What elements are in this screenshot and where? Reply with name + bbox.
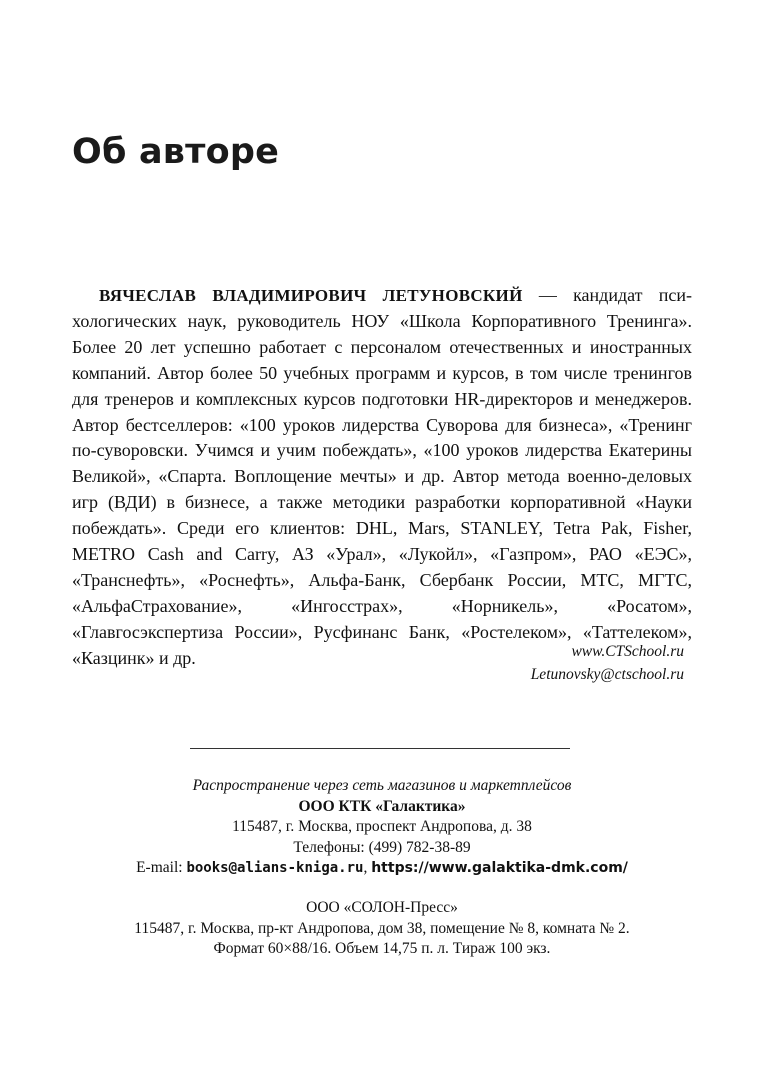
print-info: Формат 60×88/16. Объем 14,75 п. л. Тираж 100 экз. (213, 940, 551, 957)
distributor-address: 115487, г. Москва, проспект Андропова, д. 38 (232, 818, 532, 835)
author-contacts (531, 640, 684, 686)
author-website: www.CTSchool.ru (571, 643, 684, 660)
author-email: Letunovsky@ctschool.ru (530, 666, 684, 683)
distributor-contact-line (0, 858, 764, 879)
author-name: ВЯЧЕСЛАВ ВЛАДИМИРОВИЧ ЛЕТУНОВСКИЙ (99, 286, 523, 305)
page-title: Об авторе (72, 132, 280, 172)
distributor-name: ООО КТК «Галактика» (298, 797, 466, 815)
contact-separator: , (363, 859, 372, 876)
email-label: E-mail: (136, 859, 187, 876)
distributor-phone: Телефоны: (499) 782-38-89 (293, 838, 471, 856)
section-divider (190, 748, 570, 749)
author-bio (72, 283, 692, 672)
distribution-block (0, 776, 764, 879)
publisher-block (0, 898, 764, 960)
publisher-name: ООО «СОЛОН-Пресс» (306, 899, 458, 916)
author-bio-text: — кандидат психологических наук, руководитель НОУ «Школа Корпоративного Тренинга». Более 20 лет успешно работает с персоналом отечественных и иностранных компаний. Автор более 50 учебных программ и курсов, в том числе тренингов для тренеров и комплексных курсов подготовки HR-директоров и менеджеров. Автор бестселлеров: «100 уроков лидерства Суворова для бизнеса», «Тренинг по-суворовски. Учимся и учим побеждать», «100 уроков лидерства Екатерины Великой», «Спарта. Воплощение мечты» и др. Автор метода военно-деловых игр (ВДИ) в бизнесе, а также методики разработки корпоративной «Науки побеждать». Среди его клиентов: DHL, Mars, STANLEY, Tetra Pak, Fisher, METRO Cash and Carry, АЗ «Урал», «Лукойл», «Газпром», РАО «ЕЭС», «Транснефть», «Роснефть», Альфа-Банк, Сбербанк России, МТС, МГТС, «АльфаСтрахование», «Ингосстрах», «Норникель», «Росатом», «Главгосэкспертиза России», Русфинанс Банк, «Ростелеком», «Таттелеком», «Казцинк» и др. (72, 285, 692, 668)
distributor-website: https://www.galaktika-dmk.com/ (371, 860, 628, 876)
distribution-note: Распространение через сеть магазинов и маркетплейсов (192, 777, 572, 794)
publisher-address: 115487, г. Москва, пр-кт Андропова, дом 38, помещение № 8, комната № 2. (134, 919, 630, 937)
distributor-email: books@alians-kniga.ru (186, 860, 364, 876)
